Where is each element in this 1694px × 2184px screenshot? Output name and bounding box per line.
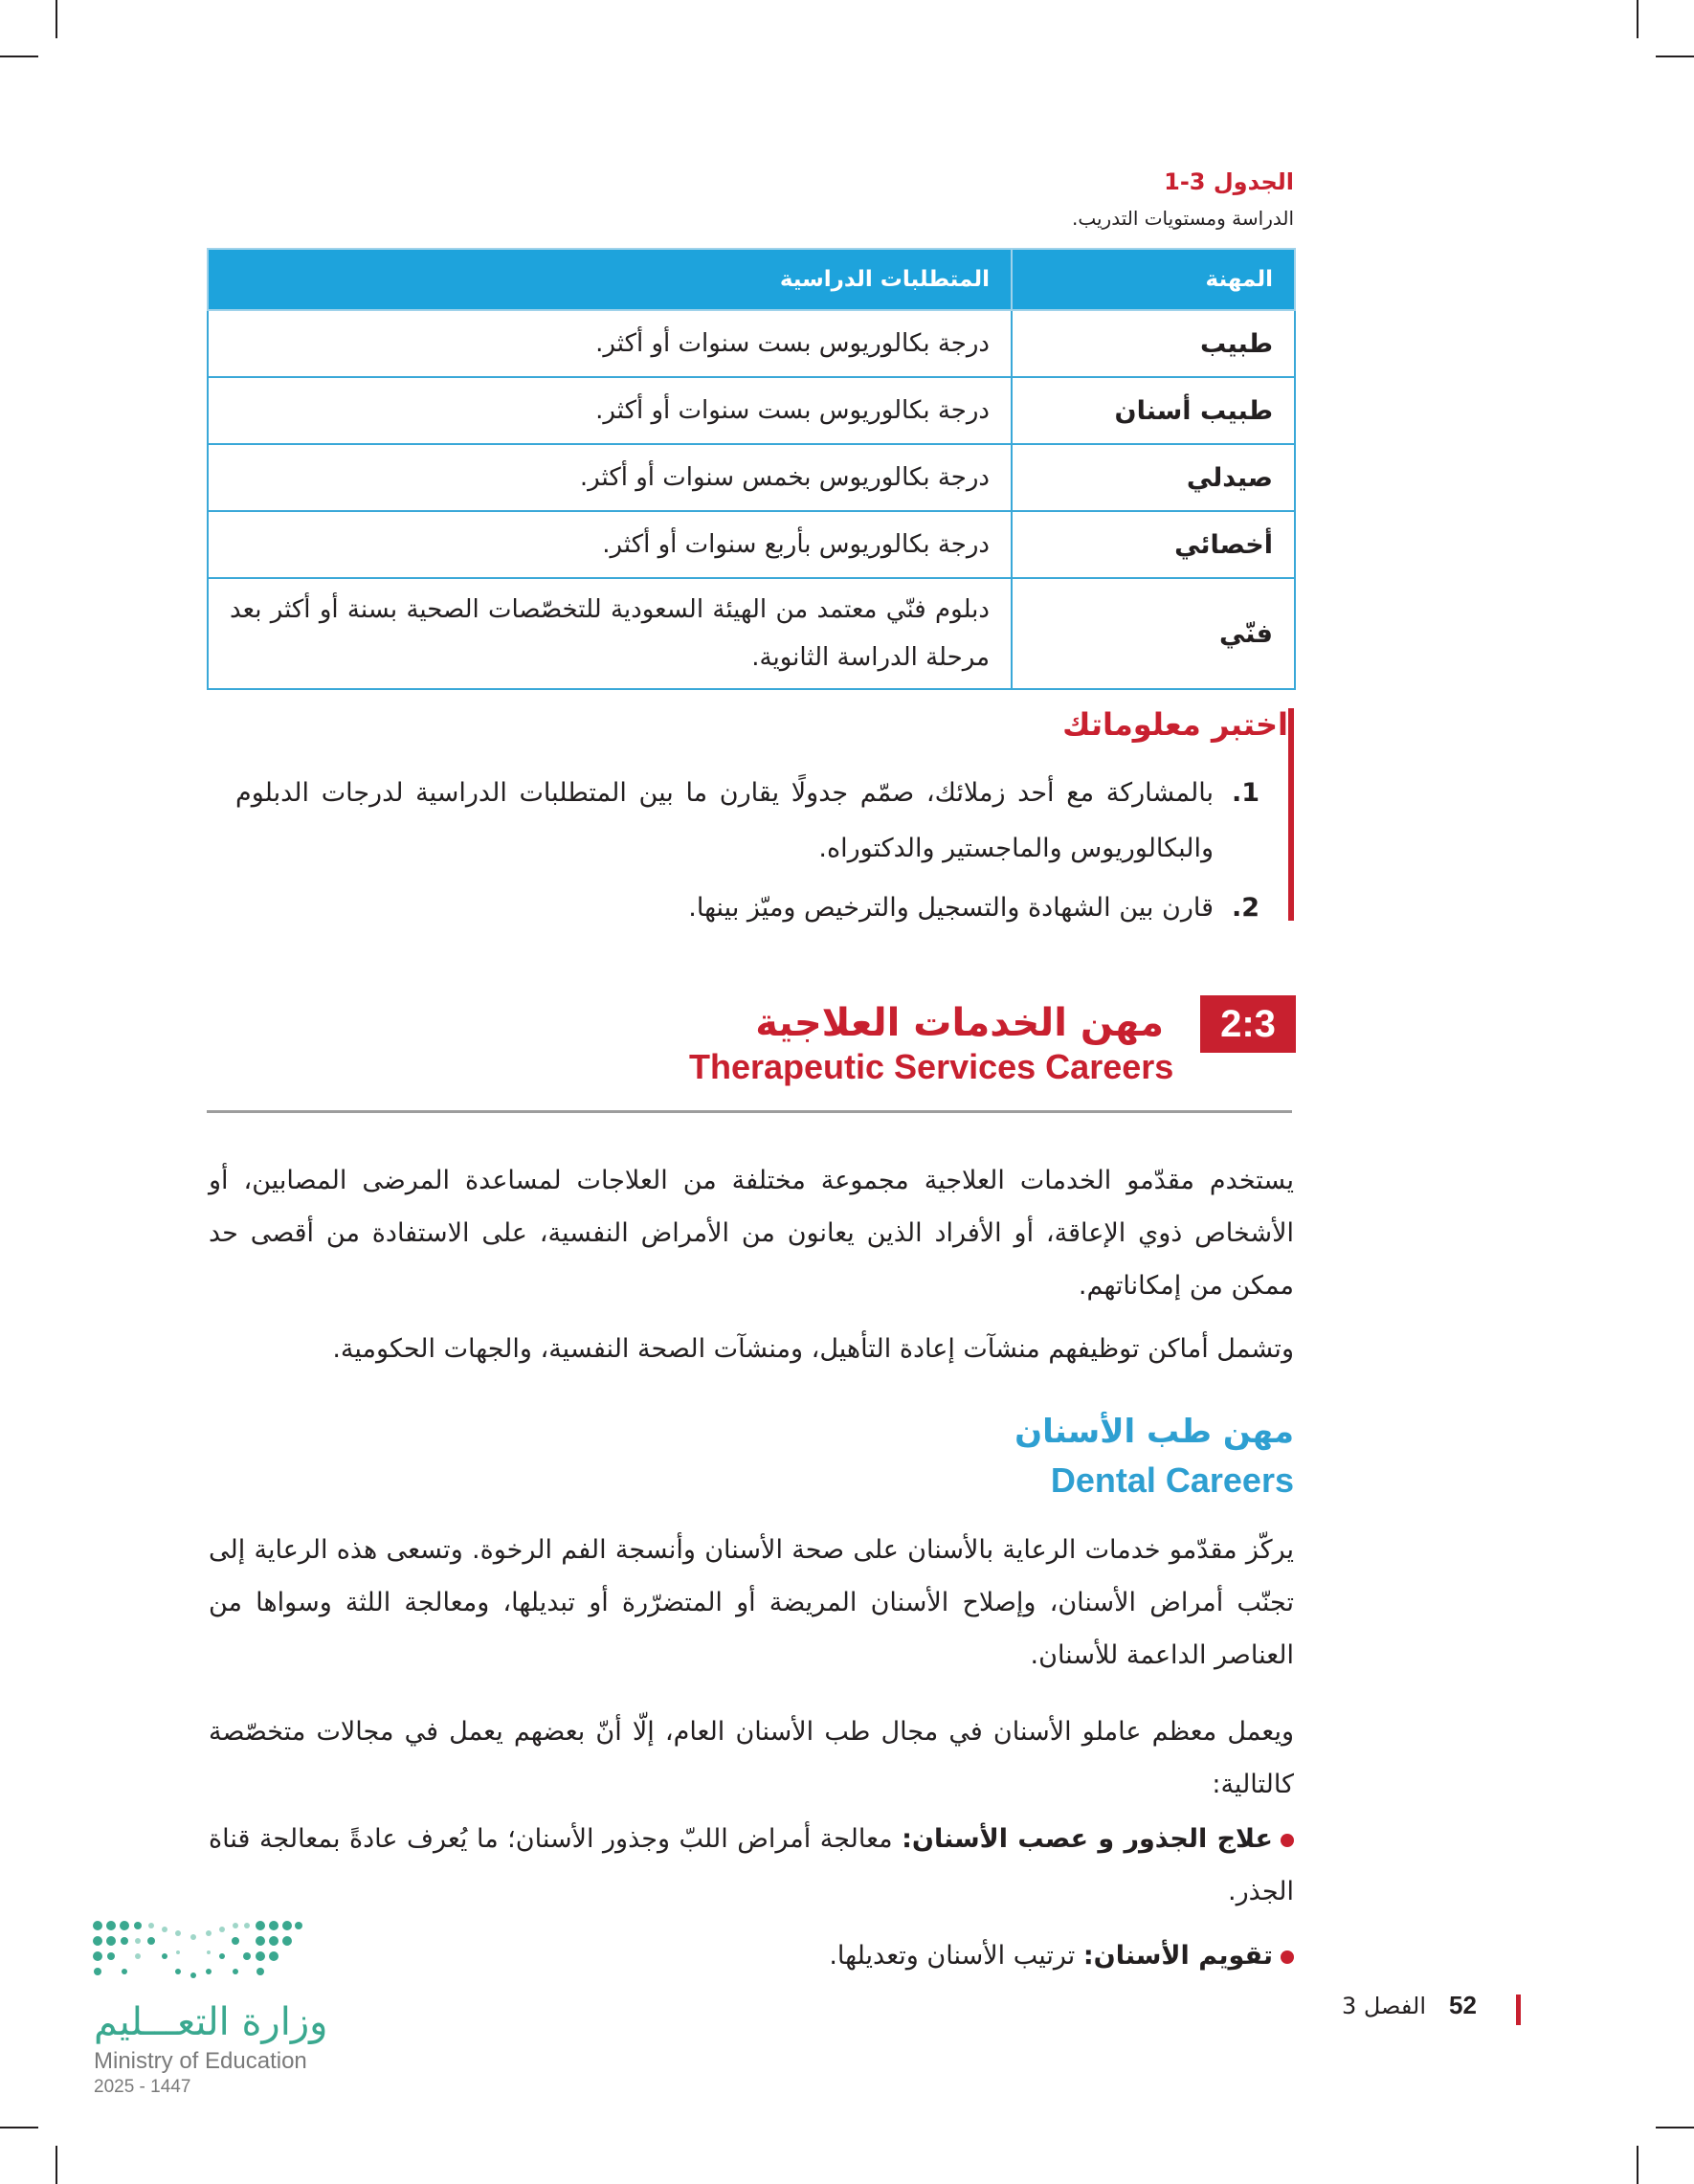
study-levels-table <box>207 248 1296 690</box>
bullet-text: معالجة أمراض اللبّ وجذور الأسنان؛ ما يُعرف عادةً بمعالجة قناة الجذر. <box>209 1824 1294 1906</box>
crop-mark <box>56 2146 57 2184</box>
dental-paragraph: ويعمل معظم عاملو الأسنان في مجال طب الأسنان العام، إلّا أنّ بعضهم يعمل في مجالات متخصّصة كالتالية: <box>209 1717 1294 1799</box>
section-title-en: Therapeutic Services Careers <box>689 1047 1174 1086</box>
table-caption-subtitle: الدراسة ومستويات التدريب. <box>1071 207 1294 230</box>
bullet-text: ترتيب الأسنان وتعديلها. <box>829 1941 1083 1971</box>
crop-mark <box>0 2127 38 2128</box>
quiz-accent-bar <box>1288 708 1294 921</box>
section-paragraph: وتشمل أماكن توظيفهم منشآت إعادة التأهيل، ومنشآت الصحة النفسية، والجهات الحكومية. <box>332 1334 1294 1364</box>
cell-profession: طبيب <box>1012 310 1295 377</box>
table-row <box>208 310 1295 377</box>
ministry-logo-dots-icon <box>92 1918 302 1987</box>
page-number-bar <box>1516 1995 1521 2025</box>
table-row <box>208 444 1295 511</box>
quiz-list <box>235 766 1259 936</box>
quiz-item-number: 2. <box>1231 893 1259 923</box>
cell-requirement: درجة بكالوريوس بأربع سنوات أو أكثر. <box>208 511 1012 578</box>
quiz-item-text: بالمشاركة مع أحد زملائك، صمّم جدولًا يقارن ما بين المتطلبات الدراسية لدرجات الدبلوم والبكالوريوس والماجستير والدكتوراه. <box>235 778 1214 863</box>
table-row <box>208 377 1295 444</box>
table-row <box>208 511 1295 578</box>
bullet-icon <box>1281 1834 1294 1847</box>
cell-profession: صيدلي <box>1012 444 1295 511</box>
dental-title-ar: مهن طب الأسنان <box>1014 1413 1294 1451</box>
cell-requirement: درجة بكالوريوس بست سنوات أو أكثر. <box>208 310 1012 377</box>
ministry-name-ar: وزارة التعـــليم <box>94 2000 328 2044</box>
crop-mark <box>1637 2146 1638 2184</box>
crop-mark <box>0 56 38 57</box>
cell-requirement: درجة بكالوريوس بخمس سنوات أو أكثر. <box>208 444 1012 511</box>
table-row <box>208 578 1295 689</box>
quiz-item-number: 1. <box>1231 778 1259 808</box>
crop-mark <box>1656 56 1694 57</box>
quiz-item-text: قارن بين الشهادة والتسجيل والترخيص وميّز بينها. <box>688 893 1214 923</box>
header-requirements: المتطلبات الدراسية <box>208 249 1012 310</box>
quiz-item <box>235 880 1259 936</box>
bullet-item <box>209 1813 1294 1918</box>
chapter-label: الفصل 3 <box>1341 1993 1426 2019</box>
crop-mark <box>1637 0 1638 38</box>
bullet-icon <box>1281 1950 1294 1964</box>
section-paragraph: يستخدم مقدّمو الخدمات العلاجية مجموعة مختلفة من العلاجات لمساعدة المرضى المصابين، أو الأشخاص ذوي الإعاقة، أو الأفراد الذين يعانون من الأمراض النفسية، على الاستفادة من أقصى حد ممكن من إمكاناتهم. <box>209 1166 1294 1301</box>
cell-profession: فنّي <box>1012 578 1295 689</box>
page-number: 52 <box>1449 1991 1477 2019</box>
section-divider <box>207 1110 1292 1113</box>
ministry-year: 2025 - 1447 <box>94 2077 191 2097</box>
header-profession: المهنة <box>1012 249 1295 310</box>
bullet-term: تقويم الأسنان: <box>1082 1941 1273 1971</box>
quiz-item <box>235 766 1259 877</box>
table-caption-title: الجدول 3-1 <box>1164 168 1294 195</box>
dental-title-en: Dental Careers <box>1050 1460 1294 1500</box>
section-number-badge: 2:3 <box>1200 995 1296 1053</box>
cell-requirement: دبلوم فنّي معتمد من الهيئة السعودية للتخصّصات الصحية بسنة أو أكثر بعد مرحلة الدراسة الثانوية. <box>208 578 1012 689</box>
bullet-item <box>209 1929 1294 1982</box>
quiz-title: اختبر معلوماتك <box>1062 706 1288 743</box>
cell-requirement: درجة بكالوريوس بست سنوات أو أكثر. <box>208 377 1012 444</box>
dental-paragraph: يركّز مقدّمو خدمات الرعاية بالأسنان على صحة الأسنان وأنسجة الفم الرخوة. وتسعى هذه الرعاية إلى تجنّب أمراض الأسنان، وإصلاح الأسنان المريضة أو المتضرّرة أو تبديلها، ومعالجة اللثة وسواها من العناصر الداعمة للأسنان. <box>209 1535 1294 1670</box>
bullet-term: علاج الجذور و عصب الأسنان: <box>902 1824 1273 1854</box>
section-title-ar: مهن الخدمات العلاجية <box>755 1001 1164 1045</box>
crop-mark <box>1656 2127 1694 2128</box>
cell-profession: طبيب أسنان <box>1012 377 1295 444</box>
ministry-name-en: Ministry of Education <box>94 2048 307 2074</box>
table-header-row <box>208 249 1295 310</box>
crop-mark <box>56 0 57 38</box>
cell-profession: أخصائي <box>1012 511 1295 578</box>
